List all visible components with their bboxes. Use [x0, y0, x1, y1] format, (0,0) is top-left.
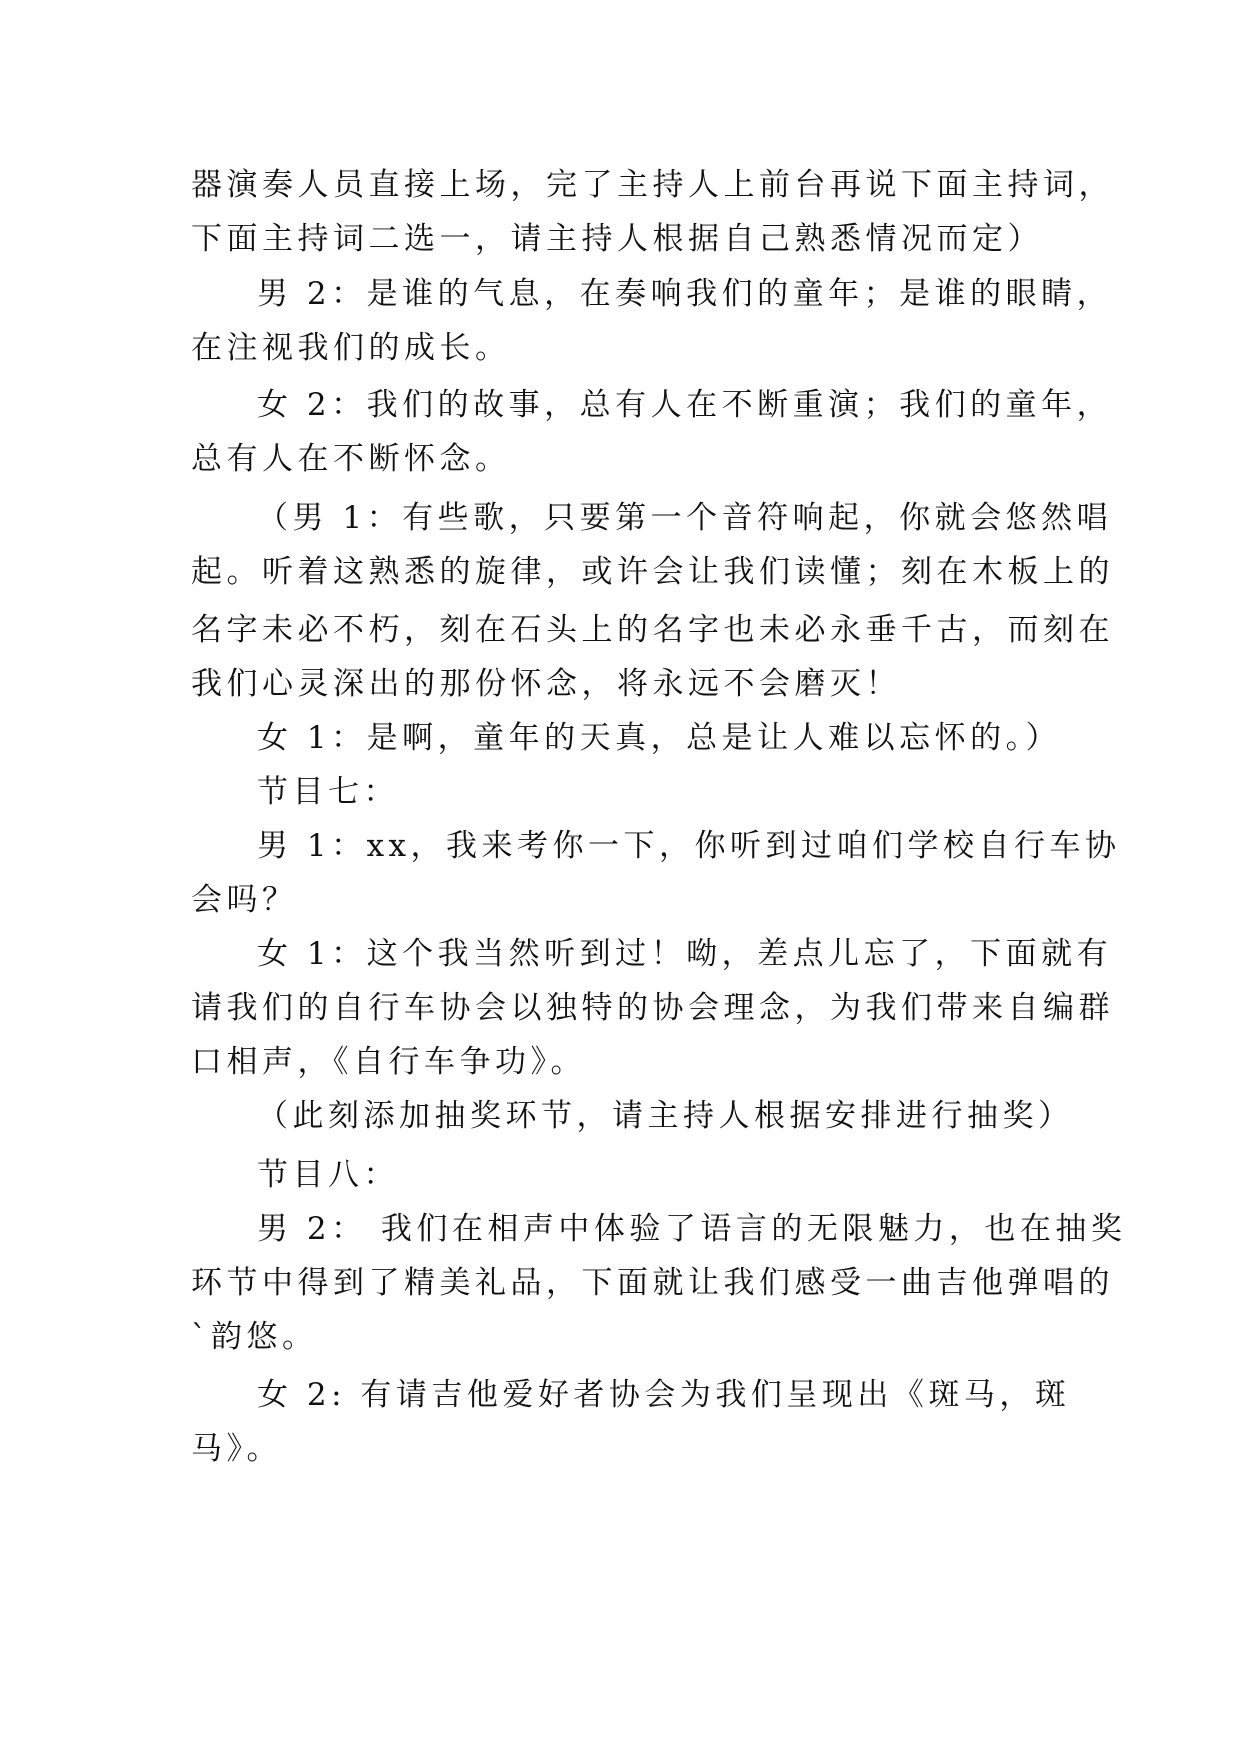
paragraph-line: `韵悠。	[191, 1319, 318, 1355]
paragraph-line: 女 2：我们的故事，总有人在不断重演；我们的童年，	[257, 387, 1113, 423]
paragraph-line: 男 2： 我们在相声中体验了语言的无限魅力，也在抽奖	[257, 1211, 1127, 1247]
paragraph-line: 名字未必不朽，刻在石头上的名字也未必永垂千古，而刻在	[191, 612, 1114, 648]
paragraph-line: 请我们的自行车协会以独特的协会理念，为我们带来自编群	[191, 990, 1114, 1026]
document-body	[191, 158, 1127, 1477]
paragraph-line: 环节中得到了精美礼品，下面就让我们感受一曲吉他弹唱的	[191, 1265, 1114, 1301]
paragraph-line: （男 1：有些歌，只要第一个音符响起，你就会悠然唱	[257, 500, 1113, 536]
section-heading: 节目八：	[257, 1157, 399, 1193]
paragraph-line: 男 2：是谁的气息，在奏响我们的童年；是谁的眼睛，	[257, 276, 1113, 312]
paragraph-line: 在注视我们的成长。	[191, 330, 511, 366]
paragraph-line: 起。听着这熟悉的旋律，或许会让我们读懂；刻在木板上的	[191, 554, 1114, 590]
paragraph-line: 我们心灵深出的那份怀念，将永远不会磨灭！	[191, 666, 901, 702]
paragraph-line: 女 1：这个我当然听到过！呦，差点儿忘了，下面就有	[257, 936, 1113, 972]
section-heading: 节目七：	[257, 774, 399, 810]
paragraph-line: 下面主持词二选一，请主持人根据自己熟悉情况而定）	[191, 221, 1043, 257]
paragraph-line: 总有人在不断怀念。	[191, 441, 511, 477]
paragraph-line: 女 1：是啊，童年的天真，总是让人难以忘怀的。）	[257, 720, 1062, 756]
paragraph-line: 女 2: 有请吉他爱好者协会为我们呈现出《斑马，斑	[257, 1377, 1071, 1413]
paragraph-line: （此刻添加抽奖环节，请主持人根据安排进行抽奖）	[257, 1098, 1074, 1134]
paragraph-line: 马》。	[191, 1431, 282, 1467]
paragraph-line: 口相声，《自行车争功》。	[191, 1044, 586, 1080]
paragraph-line: 男 1：xx，我来考你一下，你听到过咱们学校自行车协	[257, 828, 1121, 864]
paragraph-line: 会吗？	[191, 882, 298, 918]
paragraph-line: 器演奏人员直接上场，完了主持人上前台再说下面主持词，	[191, 167, 1114, 203]
